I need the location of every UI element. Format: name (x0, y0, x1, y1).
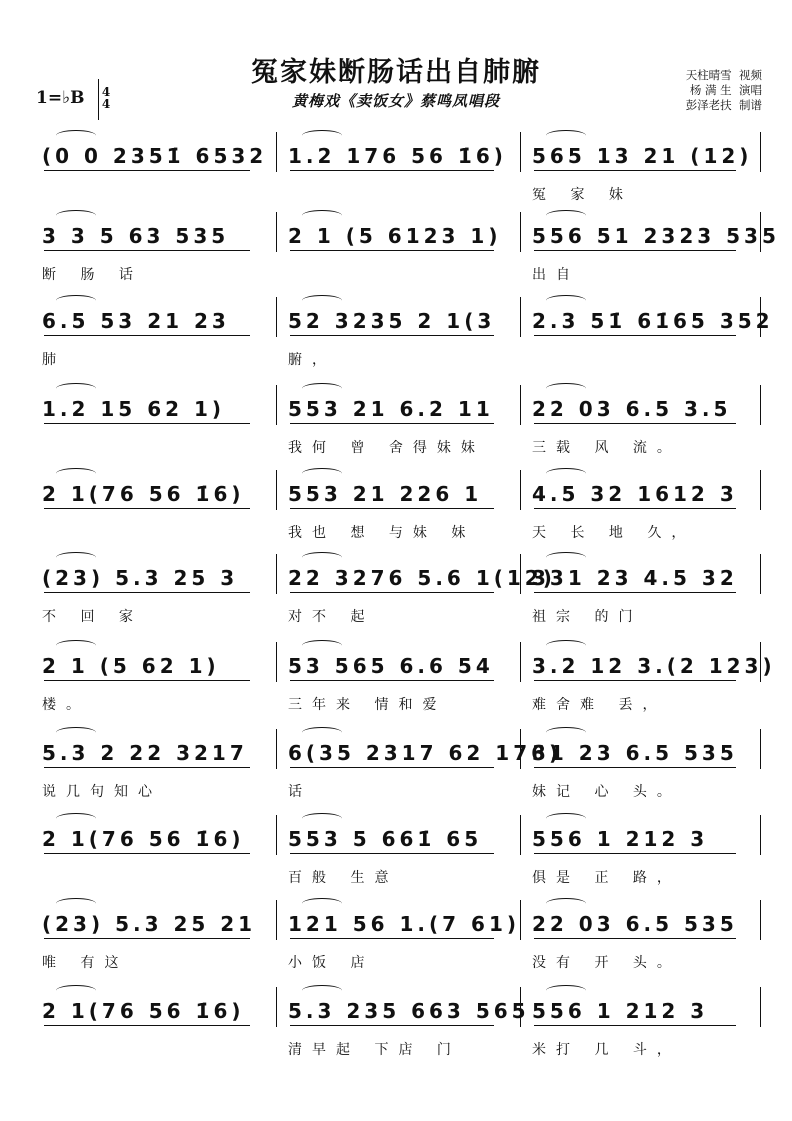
measure: 556 1 212 3 (532, 827, 709, 851)
barline (276, 132, 277, 172)
beam-underline (44, 1025, 250, 1026)
measure: 3 3 5 63 535 (42, 224, 230, 248)
measure: 2.3 51̇ 61̇65 352 (532, 309, 774, 333)
lyrics-row (36, 694, 760, 714)
measure: 6.5 53 21 23 (42, 309, 230, 333)
lyric-text: 没有 开 头。 (532, 955, 681, 971)
barline (276, 900, 277, 940)
barline (276, 470, 277, 510)
key-signature: 1=♭B (36, 88, 85, 108)
slur-arc (546, 295, 586, 306)
beam-underline (290, 592, 494, 593)
measure: 4.5 32 1612 3 (532, 482, 738, 506)
barline (760, 212, 761, 252)
measure: 2 1(76 56 1̇6) (42, 482, 245, 506)
lyrics-row (36, 437, 760, 457)
measure: 5.3 2 22 3217 (42, 741, 248, 765)
barline (760, 470, 761, 510)
lyrics-row (36, 867, 760, 887)
barline (760, 385, 761, 425)
barline (760, 642, 761, 682)
beam-underline (44, 250, 250, 251)
notes-row (36, 995, 760, 1027)
measure: 556 51 2323 535 (532, 224, 780, 248)
barline (520, 554, 521, 594)
barline (276, 385, 277, 425)
measure: 2 1 (5 6123 1) (288, 224, 502, 248)
lyrics-row (36, 606, 760, 626)
barline (520, 212, 521, 252)
slur-arc (546, 640, 586, 651)
beam-underline (290, 853, 494, 854)
lyric-text: 说几句知心 (42, 784, 162, 800)
measure: 1.2 176 56 1̇6) (288, 144, 507, 168)
measure: (23) 5.3 25 21 (42, 912, 257, 936)
barline (520, 642, 521, 682)
slur-arc (56, 468, 96, 479)
measure: (0 0 2351̇ 6532 (42, 144, 268, 168)
lyric-text: 肺 (42, 352, 66, 368)
song-subtitle: 黄梅戏《卖饭女》蔡鸣凤唱段 (291, 92, 500, 110)
barline (520, 729, 521, 769)
lyrics-row (36, 1039, 760, 1059)
measure: 5.3 235 663 565 (288, 999, 530, 1023)
barline (520, 900, 521, 940)
beam-underline (534, 250, 736, 251)
notes-row (36, 650, 776, 682)
slur-arc (302, 383, 342, 394)
lyric-text: 话 (288, 784, 312, 800)
slur-arc (546, 813, 586, 824)
barline (520, 470, 521, 510)
beam-underline (290, 170, 494, 171)
slur-arc (302, 727, 342, 738)
slur-arc (546, 552, 586, 563)
lyric-text: 米打 几 斗， (532, 1042, 681, 1058)
slur-arc (56, 130, 96, 141)
barline (760, 987, 761, 1027)
barline (520, 297, 521, 337)
slur-arc (546, 898, 586, 909)
credit-line: 天柱晴雪 视频 (685, 68, 762, 82)
beam-underline (44, 508, 250, 509)
barline (276, 815, 277, 855)
lyric-text: 俱是 正 路， (532, 870, 681, 886)
notes-row (36, 393, 760, 425)
slur-arc (546, 210, 586, 221)
credits (686, 68, 762, 113)
slur-arc (302, 130, 342, 141)
beam-underline (290, 767, 494, 768)
lyrics-row (36, 781, 760, 801)
credit-line: 杨 满 生 演唱 (689, 83, 762, 97)
lyric-text: 妹记 心 头。 (532, 784, 681, 800)
lyrics-row (36, 349, 760, 369)
barline (276, 642, 277, 682)
measure: 556 1 212 3 (532, 999, 709, 1023)
beam-underline (44, 680, 250, 681)
beam-underline (534, 170, 736, 171)
slur-arc (546, 130, 586, 141)
lyric-text: 楼。 (42, 697, 90, 713)
measure: 565 13 21 (12) (532, 144, 753, 168)
lyric-text: 唯 有这 (42, 955, 129, 971)
beam-underline (44, 170, 250, 171)
time-signature-bottom: 4 (101, 97, 111, 111)
lyric-text: 清早起 下店 门 (288, 1042, 461, 1058)
lyrics-row (36, 184, 760, 204)
measure: 553 21 226 1 (288, 482, 483, 506)
measure: (23) 5.3 25 3 (42, 566, 239, 590)
measure: 53 565 6.6 54 (288, 654, 494, 678)
measure: 22 3276 5.6 1(12) (288, 566, 556, 590)
barline (520, 815, 521, 855)
beam-underline (290, 250, 494, 251)
lyrics-row (36, 264, 760, 284)
lyric-text: 天 长 地 久， (532, 525, 696, 541)
notes-row (36, 220, 780, 252)
slur-arc (546, 985, 586, 996)
beam-underline (44, 853, 250, 854)
beam-underline (290, 335, 494, 336)
measure: 331 23 4.5 32 (532, 566, 738, 590)
slur-arc (302, 295, 342, 306)
time-signature (98, 86, 114, 110)
beam-underline (44, 335, 250, 336)
lyric-text: 冤 家 妹 (532, 187, 633, 203)
beam-underline (534, 938, 736, 939)
barline (276, 212, 277, 252)
barline (760, 554, 761, 594)
notes-row (36, 562, 760, 594)
slur-arc (56, 295, 96, 306)
beam-underline (534, 423, 736, 424)
lyrics-row (36, 952, 760, 972)
slur-arc (302, 552, 342, 563)
beam-underline (290, 938, 494, 939)
measure: 6(35 2317 62 176) (288, 741, 563, 765)
lyric-text: 断 肠 话 (42, 267, 143, 283)
notes-row (36, 908, 760, 940)
barline (760, 132, 761, 172)
slur-arc (56, 727, 96, 738)
beam-underline (290, 1025, 494, 1026)
lyric-text: 对不 起 (288, 609, 375, 625)
lyric-text: 我也 想 与妹 妹 (288, 525, 476, 541)
barline (520, 987, 521, 1027)
beam-underline (44, 592, 250, 593)
measure: 52 3235 2 1(3 (288, 309, 496, 333)
beam-underline (290, 508, 494, 509)
slur-arc (56, 813, 96, 824)
slur-arc (56, 985, 96, 996)
lyric-text: 我何 曾 舍得妹妹 (288, 440, 485, 456)
slur-arc (546, 383, 586, 394)
barline (760, 297, 761, 337)
measure: 2 1(76 56 1̇6) (42, 999, 245, 1023)
measure: 1.2 15 62 1) (42, 397, 226, 421)
beam-underline (44, 767, 250, 768)
beam-underline (534, 1025, 736, 1026)
slur-arc (302, 898, 342, 909)
lyric-text: 腑， (288, 352, 336, 368)
slur-arc (546, 727, 586, 738)
lyric-text: 百般 生意 (288, 870, 399, 886)
slur-arc (56, 898, 96, 909)
notes-row (36, 478, 760, 510)
lyric-text: 祖宗 的门 (532, 609, 643, 625)
slur-arc (56, 383, 96, 394)
beam-underline (534, 680, 736, 681)
lyric-text: 出自 (532, 267, 580, 283)
lyrics-row (36, 522, 760, 542)
slur-arc (56, 210, 96, 221)
measure: 121 56 1.(7 61) (288, 912, 521, 936)
notes-row (36, 737, 760, 769)
slur-arc (302, 813, 342, 824)
slur-arc (302, 468, 342, 479)
beam-underline (44, 423, 250, 424)
beam-underline (290, 680, 494, 681)
notes-row (36, 823, 760, 855)
beam-underline (534, 853, 736, 854)
measure: 22 03 6.5 535 (532, 912, 738, 936)
song-title: 冤家妹断肠话出自肺腑 (251, 57, 541, 88)
measure: 2 1(76 56 1̇6) (42, 827, 245, 851)
measure: 22 03 6.5 3.5 (532, 397, 732, 421)
beam-underline (534, 508, 736, 509)
slur-arc (302, 985, 342, 996)
measure: 553 21 6.2 11 (288, 397, 494, 421)
barline (760, 729, 761, 769)
slur-arc (302, 640, 342, 651)
barline (520, 132, 521, 172)
slur-arc (302, 210, 342, 221)
lyric-text: 三年来 情和爱 (288, 697, 447, 713)
beam-underline (534, 335, 736, 336)
slur-arc (56, 552, 96, 563)
barline (276, 987, 277, 1027)
lyric-text: 难舍难 丢， (532, 697, 667, 713)
beam-underline (44, 938, 250, 939)
barline (276, 554, 277, 594)
beam-underline (534, 592, 736, 593)
lyric-text: 三载 风 流。 (532, 440, 681, 456)
barline (276, 297, 277, 337)
measure: 31 23 6.5 535 (532, 741, 738, 765)
notes-row (36, 305, 774, 337)
lyric-text: 不 回 家 (42, 609, 143, 625)
credit-line: 彭泽老扶 制谱 (685, 98, 762, 112)
barline (276, 729, 277, 769)
notes-row (36, 140, 760, 172)
beam-underline (290, 423, 494, 424)
barline (520, 385, 521, 425)
slur-arc (546, 468, 586, 479)
lyric-text: 小饭 店 (288, 955, 375, 971)
time-signature-top: 4 (101, 85, 111, 99)
barline (760, 815, 761, 855)
barline (760, 900, 761, 940)
measure: 2 1 (5 62 1) (42, 654, 220, 678)
measure: 3.2 12 3.(2 123) (532, 654, 776, 678)
measure: 553 5 661̇ 65 (288, 827, 483, 851)
slur-arc (56, 640, 96, 651)
beam-underline (534, 767, 736, 768)
